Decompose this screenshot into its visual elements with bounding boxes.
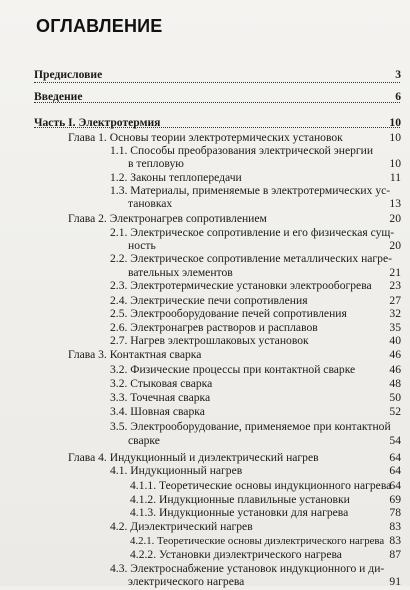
toc-page-number: 23	[389, 279, 401, 292]
toc-section-entry	[0, 463, 410, 479]
toc-entry-title: 4.2.1. Теоретические основы диэлектрического нагрева	[130, 535, 385, 547]
toc-entry-title: 4.1.2. Индукционные плавильные установки	[130, 493, 350, 506]
toc-page-number: 3	[395, 68, 401, 81]
toc-entry-title: 2.4. Электрические печи сопротивления	[110, 294, 308, 307]
toc-entry-title: 3.2. Физические процессы при контактной сварке	[110, 363, 356, 376]
toc-page-number: 10	[389, 131, 401, 144]
toc-entry-title: 2.2. Электрическое сопротивление металлических нагре-	[110, 252, 392, 265]
toc-entry-title: Введение	[34, 90, 83, 103]
dotted-leader-line	[34, 82, 400, 83]
toc-page-number: 78	[389, 506, 401, 519]
toc-page-number: 35	[389, 321, 401, 334]
toc-section-entry	[0, 278, 410, 294]
toc-entry-title: 3.5. Электрооборудование, применяемое при контактной	[110, 420, 391, 433]
toc-entry-title: в тепловую	[128, 157, 184, 170]
toc-entry-title: ность	[128, 239, 156, 252]
toc-entry-title: 2.3. Электротермические установки электрообогрева	[110, 279, 372, 292]
toc-page-number: 20	[389, 212, 401, 225]
toc-entry-title: 2.5. Электрооборудование печей сопротивления	[110, 307, 347, 320]
toc-entry-title: Предисловие	[34, 68, 103, 81]
toc-page-number: 64	[389, 451, 401, 464]
toc-entry-title: тановках	[128, 197, 173, 210]
toc-page-number: 40	[389, 334, 401, 347]
toc-entry-title: Глава 1. Основы теории электротермических установок	[68, 131, 343, 144]
dotted-leader-line	[34, 102, 400, 103]
toc-entry-title: сварке	[128, 434, 160, 447]
toc-entry-title: 3.2. Стыковая сварка	[110, 377, 213, 390]
toc-page-number: 64	[389, 479, 401, 492]
toc-section-entry	[0, 404, 410, 420]
toc-entry-title: 1.2. Законы теплопередачи	[110, 171, 242, 184]
toc-page-number: 11	[389, 171, 401, 184]
toc-page-number: 83	[389, 534, 401, 547]
toc-entry-title: 4.3. Электроснабжение установок индукционного и ди-	[110, 562, 385, 575]
toc-entry-title: Часть I. Электротермия	[34, 116, 161, 129]
toc-chapter-entry	[0, 347, 410, 363]
page-title: ОГЛАВЛЕНИЕ	[36, 16, 163, 36]
toc-entry-title: электрического нагрева	[128, 575, 245, 588]
toc-entry-title: Глава 4. Индукционный и диэлектрический нагрев	[68, 451, 319, 464]
toc-entry-title: 4.1. Индукционный нагрев	[110, 464, 243, 477]
toc-entry-title: 4.1.1. Теоретические основы индукционного нагрева	[130, 479, 392, 492]
toc-entry-title: 3.4. Шовная сварка	[110, 405, 205, 418]
toc-entry-title: 1.1. Способы преобразования электрической энергии	[110, 144, 374, 157]
toc-section-entry	[0, 196, 410, 212]
toc-entry-title: 4.1.3. Индукционные установки для нагрева	[130, 506, 349, 519]
toc-page-number: 13	[389, 197, 401, 210]
toc-page-number: 20	[389, 239, 401, 252]
toc-page-number: 10	[389, 116, 401, 129]
toc-entry-title: Глава 2. Электронагрев сопротивлением	[68, 212, 267, 225]
toc-page-number: 46	[389, 348, 401, 361]
toc-page-number: 69	[389, 493, 401, 506]
toc-page-number: 32	[389, 307, 401, 320]
toc-page-number: 52	[389, 405, 401, 418]
toc-page-number: 87	[389, 548, 401, 561]
toc-entry-title: 2.1. Электрическое сопротивление и его физическая сущ-	[110, 226, 395, 239]
toc-page-number: 64	[389, 464, 401, 477]
toc-entry-title: 3.3. Точечная сварка	[110, 391, 211, 404]
toc-entry-title: 2.7. Нагрев электрошлаковых установок	[110, 334, 309, 347]
toc-entry-title: 4.2. Диэлектрический нагрев	[110, 520, 253, 533]
toc-entry-title: 4.2.2. Установки диэлектрического нагрева	[130, 548, 342, 561]
toc-section-entry	[0, 574, 410, 590]
toc-page-number: 50	[389, 391, 401, 404]
toc-page-number: 6	[395, 90, 401, 103]
dotted-leader-line	[34, 127, 400, 128]
toc-page-number: 54	[389, 434, 401, 447]
toc-entry-title: 2.6. Электронагрев растворов и расплавов	[110, 321, 318, 334]
toc-entry-title: вательных элементов	[128, 266, 233, 279]
toc-part-entry	[0, 115, 410, 131]
toc-entry-title: Глава 3. Контактная сварка	[68, 348, 202, 361]
toc-part-entry	[0, 67, 410, 83]
toc-page-number: 48	[389, 377, 401, 390]
toc-entry-title: 1.3. Материалы, применяемые в электротермических ус-	[110, 184, 391, 197]
toc-page-number: 46	[389, 363, 401, 376]
toc-page-number: 21	[389, 266, 401, 279]
toc-page-number: 10	[389, 157, 401, 170]
toc-page-number: 91	[389, 575, 401, 588]
toc-page-number: 83	[389, 520, 401, 533]
toc-page-number: 27	[389, 294, 401, 307]
toc-section-entry	[0, 433, 410, 449]
